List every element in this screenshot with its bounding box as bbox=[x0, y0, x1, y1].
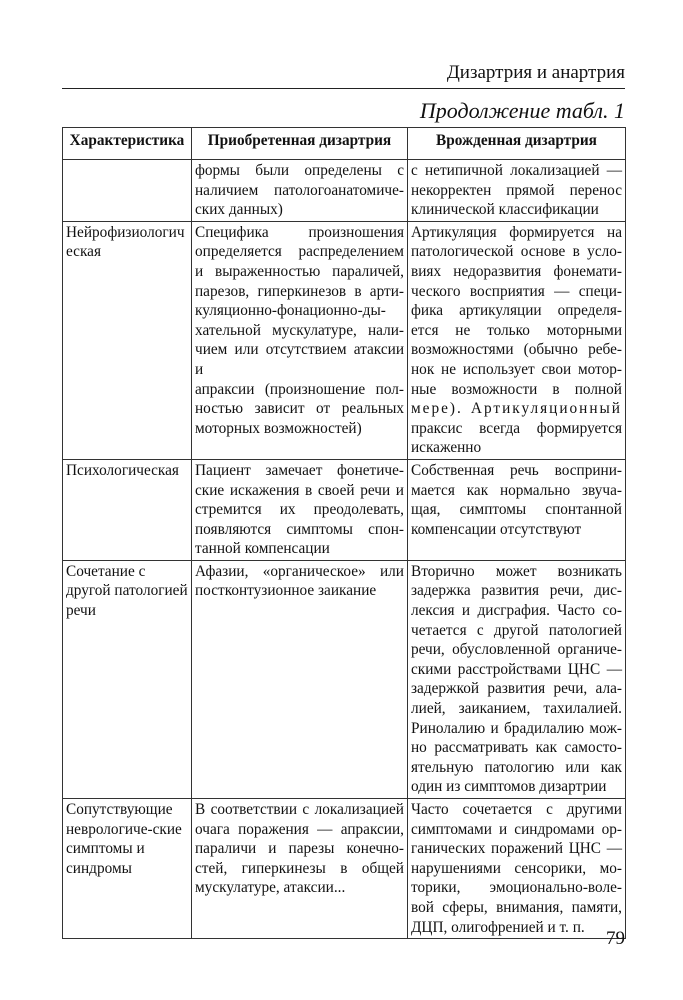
acquired-dysarthria-cell bbox=[192, 160, 408, 222]
cell-text-line: ДЦП, олигофренией и т. п. bbox=[411, 918, 585, 936]
cell-text-line: симптомами и синдромами ор- bbox=[411, 820, 622, 838]
table-row bbox=[63, 560, 626, 798]
cell-text-line: Часто сочетается с другими bbox=[411, 801, 622, 818]
cell-text-line: определяется распределением bbox=[195, 243, 404, 261]
cell-text-line: мается как нормально звуча- bbox=[411, 481, 622, 499]
cell-text-line: парезов, гиперкинезов в арти- bbox=[195, 282, 404, 300]
cell-text-line: с нетипичной локализацией — bbox=[411, 162, 622, 179]
cell-text-line: постконтузионное заикание bbox=[195, 582, 377, 600]
characteristic-cell bbox=[63, 160, 192, 222]
cell-text-line: задержкой развития речи, ала- bbox=[411, 680, 622, 698]
cell-text-line: ских данных) bbox=[195, 201, 283, 219]
characteristic-label: Сочетание с другой патологией речи bbox=[66, 562, 188, 620]
cell-text-line: четается с другой патологией bbox=[411, 621, 622, 639]
column-header-characteristic: Характеристика bbox=[63, 128, 192, 160]
cell-text-line: щая, симптомы спонтанной bbox=[411, 501, 622, 519]
cell-text-line: стей, гиперкинезы в общей bbox=[195, 859, 404, 877]
column-header-congenital: Врожденная дизартрия bbox=[408, 128, 626, 160]
cell-text-line: апраксии (произношение пол- bbox=[195, 380, 404, 398]
cell-text-line: ные возможности в полной bbox=[411, 380, 622, 398]
cell-text-line: искаженно bbox=[411, 439, 482, 457]
table-row bbox=[63, 160, 626, 222]
dysarthria-comparison-table bbox=[62, 127, 626, 939]
cell-text-line: мере). Артикуляционный bbox=[411, 400, 622, 418]
cell-text-line: моторных возможностей) bbox=[195, 419, 362, 437]
cell-text-line: Собственная речь восприни- bbox=[411, 461, 622, 479]
cell-text-line: Афазии, «органическое» или bbox=[195, 562, 404, 580]
column-header-acquired: Приобретенная дизартрия bbox=[192, 128, 408, 160]
table-row bbox=[63, 459, 626, 560]
cell-text-line: ется не только моторными bbox=[411, 321, 622, 339]
cell-text-line: Ринолалию и брадилалию мож- bbox=[411, 719, 622, 737]
cell-text-line: патологической основе в усло- bbox=[411, 243, 622, 261]
running-title: Дизартрия и анартрия bbox=[446, 62, 625, 83]
cell-text-line: Вторично может возникать bbox=[411, 562, 622, 580]
cell-text-line: параличи и парезы конечно- bbox=[195, 840, 404, 858]
cell-text-line: виях недоразвития фонемати- bbox=[411, 262, 622, 280]
cell-text-line: куляционно-фонационно-ды- bbox=[195, 302, 386, 320]
cell-text-line: Пациент замечает фонетиче- bbox=[195, 461, 404, 479]
cell-text-line: В соответствии с локализацией bbox=[195, 801, 404, 818]
congenital-dysarthria-cell bbox=[408, 799, 626, 939]
characteristic-cell bbox=[63, 560, 192, 798]
congenital-dysarthria-cell bbox=[408, 459, 626, 560]
characteristic-label: Нейрофизиологич еская bbox=[66, 223, 185, 261]
cell-text-line: вой сферы, внимания, памяти, bbox=[411, 898, 622, 916]
cell-text-line: ятельную патологию или как bbox=[411, 758, 622, 776]
cell-text-line: мускулатуре, атаксии... bbox=[195, 879, 346, 897]
congenital-dysarthria-cell bbox=[408, 560, 626, 798]
acquired-dysarthria-cell bbox=[192, 221, 408, 459]
congenital-dysarthria-cell bbox=[408, 221, 626, 459]
cell-text-line: наличием патологоанатомиче- bbox=[195, 181, 404, 199]
cell-text-line: некорректен прямой перенос bbox=[411, 181, 622, 199]
cell-text-line: компенсации отсутствуют bbox=[411, 520, 582, 538]
cell-text-line: и выраженностью параличей, bbox=[195, 262, 404, 280]
acquired-dysarthria-cell bbox=[192, 799, 408, 939]
cell-text-line: чием или отсутствием атаксии и bbox=[195, 341, 404, 378]
cell-text-line: ганических поражений ЦНС — bbox=[411, 840, 622, 858]
congenital-dysarthria-cell bbox=[408, 160, 626, 222]
acquired-dysarthria-cell bbox=[192, 459, 408, 560]
table-header-row bbox=[63, 128, 626, 160]
cell-text-line: появляются симптомы спон- bbox=[195, 520, 404, 538]
characteristic-cell bbox=[63, 221, 192, 459]
cell-text-line: лией, заиканием, тахилалией. bbox=[411, 700, 622, 718]
cell-text-line: клинической классификации bbox=[411, 201, 599, 219]
cell-text-line: стремится их преодолевать, bbox=[195, 501, 404, 519]
cell-text-line: нарушениями сенсорики, мо- bbox=[411, 859, 622, 877]
cell-text-line: формы были определены с bbox=[195, 162, 404, 179]
cell-text-line: задержка развития речи, дис- bbox=[411, 582, 622, 600]
table-row bbox=[63, 799, 626, 939]
cell-text-line: ческого восприятия — специ- bbox=[411, 282, 622, 300]
header-rule bbox=[62, 88, 625, 89]
cell-text-line: праксис всегда формируется bbox=[411, 419, 622, 437]
cell-text-line: ностью зависит от реальных bbox=[195, 400, 404, 418]
cell-text-line: возможностями (обычно ребе- bbox=[411, 341, 622, 359]
characteristic-cell bbox=[63, 799, 192, 939]
characteristic-label: Сопутствующие неврологиче-ские симптомы и синдромы bbox=[66, 801, 182, 877]
cell-text-line: Артикуляция формируется на bbox=[411, 223, 622, 241]
acquired-dysarthria-cell bbox=[192, 560, 408, 798]
cell-text-line: танной компенсации bbox=[195, 540, 330, 558]
table-continuation-caption: Продолжение табл. 1 bbox=[419, 98, 625, 123]
cell-text-line: нок не использует свои мотор- bbox=[411, 360, 622, 378]
cell-text-line: скими расстройствами ЦНС — bbox=[411, 660, 622, 678]
cell-text-line: один из симптомов дизартрии bbox=[411, 778, 607, 796]
cell-text-line: фика артикуляции определя- bbox=[411, 302, 622, 320]
page-number: 79 bbox=[606, 928, 625, 949]
characteristic-cell bbox=[63, 459, 192, 560]
cell-text-line: Специфика произношения bbox=[195, 223, 404, 241]
cell-text-line: торики, эмоционально-воле- bbox=[411, 879, 622, 897]
cell-text-line: очага поражения — апраксии, bbox=[195, 820, 404, 838]
cell-text-line: но рассматривать как самосто- bbox=[411, 739, 622, 757]
cell-text-line: лексия и дисграфия. Часто со- bbox=[411, 602, 622, 620]
cell-text-line: ские искажения в своей речи и bbox=[195, 481, 404, 499]
characteristic-label: Психологическая bbox=[66, 461, 179, 479]
cell-text-line: речи, обусловленной органиче- bbox=[411, 641, 622, 659]
table-row bbox=[63, 221, 626, 459]
cell-text-line: хательной мускулатуре, нали- bbox=[195, 321, 404, 339]
